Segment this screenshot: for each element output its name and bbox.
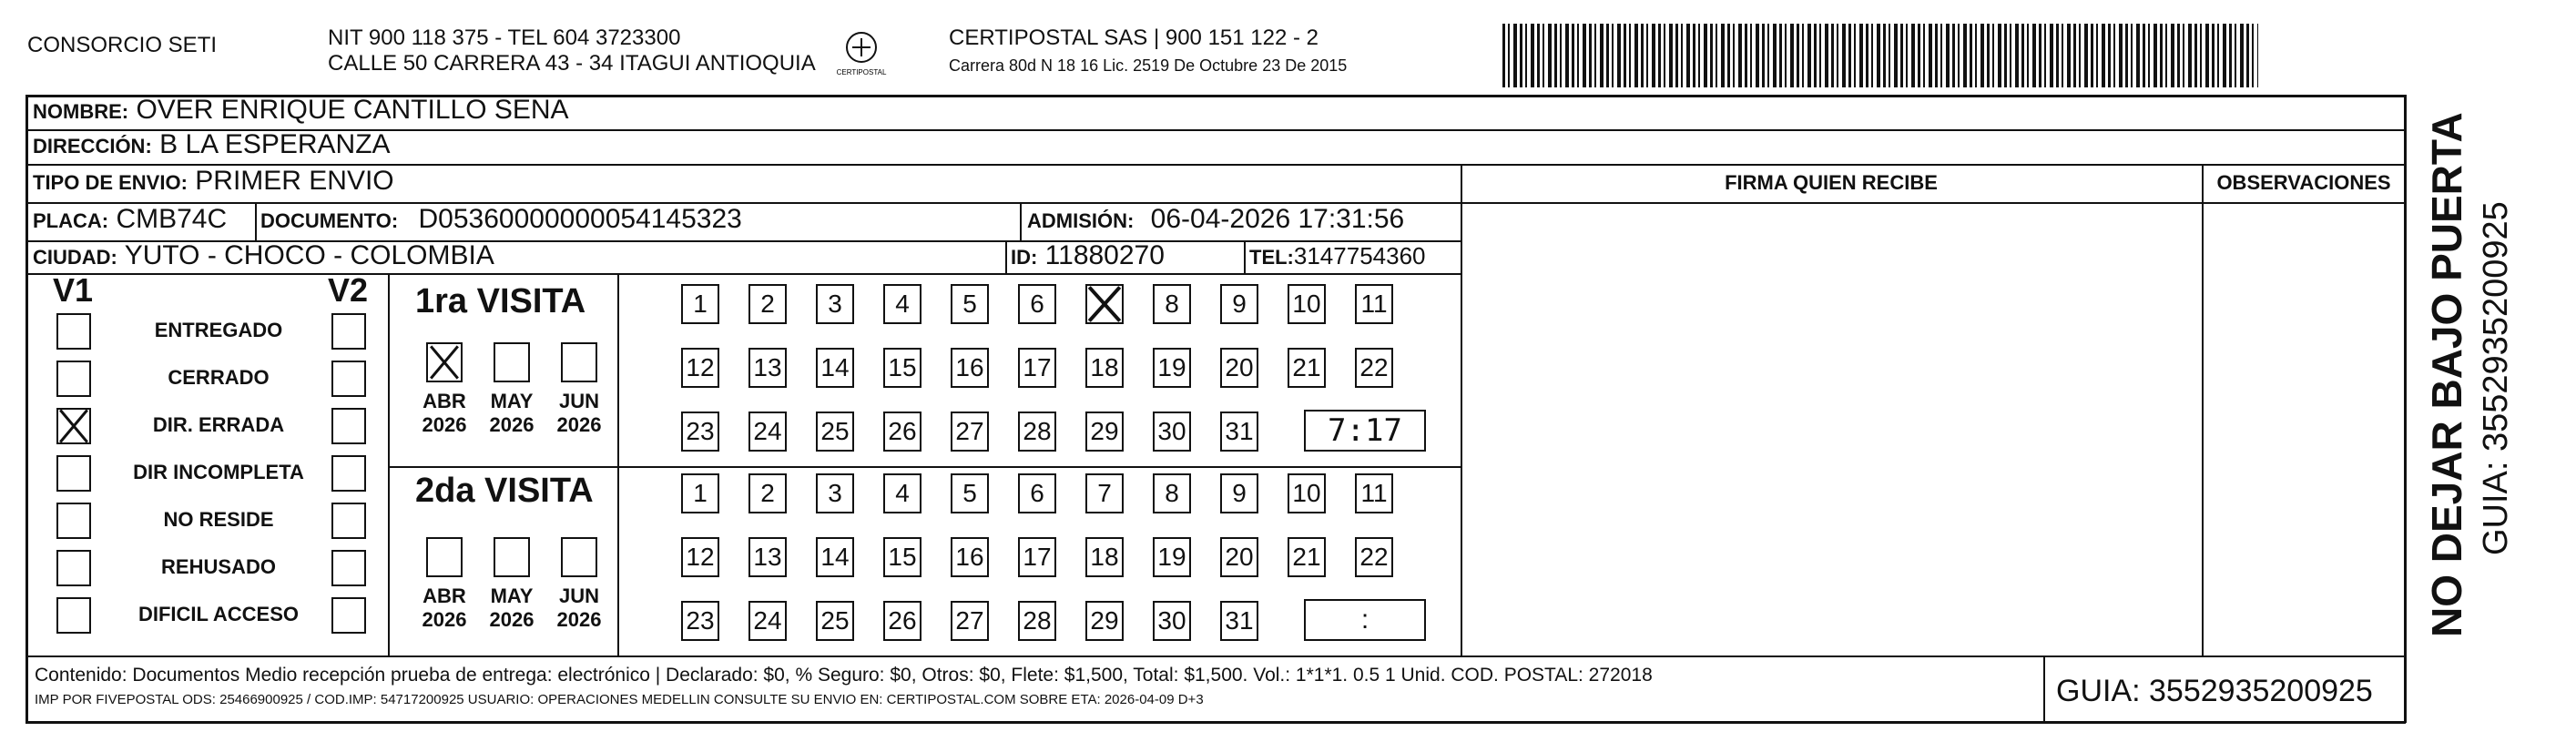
visit1-month-checkbox-may[interactable] — [494, 342, 530, 382]
visit1-day-11[interactable]: 11 — [1355, 284, 1393, 324]
direccion-value: B LA ESPERANZA — [159, 129, 391, 159]
visit2-month-label-abr: ABR — [423, 584, 466, 607]
visit2-day-22[interactable]: 22 — [1355, 537, 1393, 577]
visit2-day-11[interactable]: 11 — [1355, 473, 1393, 513]
tel-value: 3147754360 — [1293, 242, 1426, 269]
visit2-day-25[interactable]: 25 — [816, 601, 854, 641]
rule-visit-left — [617, 273, 619, 655]
v2-label: V2 — [328, 271, 369, 309]
nit-line: NIT 900 118 375 - TEL 604 3723300 — [328, 25, 681, 50]
v1-checkbox-dir-incompleta[interactable] — [56, 455, 91, 492]
visit2-day-7[interactable]: 7 — [1085, 473, 1124, 513]
visit1-day-28[interactable]: 28 — [1018, 412, 1056, 452]
visit1-month-year-abr: 2026 — [422, 413, 467, 436]
visit2-day-27[interactable]: 27 — [951, 601, 989, 641]
visit1-day-1[interactable]: 1 — [681, 284, 719, 324]
visit1-month-label-may: MAY — [490, 390, 534, 412]
visit2-month-checkbox-jun[interactable] — [561, 537, 597, 577]
direccion-row — [33, 129, 391, 160]
visit1-day-18[interactable]: 18 — [1085, 348, 1124, 388]
contenido-text: Contenido: Documentos Medio recepción prueba de entrega: electrónico | Declarado: $0, % Seguro: $0, Otros: $0, Flete: $1,500, Total: $1,500. Vol.: 1*1*1. 0.5 1 Unid. COD. POSTAL: 272018 — [35, 665, 1653, 686]
v1-checkbox-rehusado[interactable] — [56, 550, 91, 586]
visit2-day-20[interactable]: 20 — [1220, 537, 1258, 577]
visit2-day-8[interactable]: 8 — [1153, 473, 1191, 513]
visit2-day-23[interactable]: 23 — [681, 601, 719, 641]
rule-visit-split — [390, 466, 1461, 468]
visit1-day-31[interactable]: 31 — [1220, 412, 1258, 452]
v2-checkbox-rehusado[interactable] — [331, 550, 366, 586]
tipo-value: PRIMER ENVIO — [195, 166, 394, 196]
visit1-month-label-jun: JUN — [558, 390, 599, 412]
placa-label: PLACA: — [33, 209, 109, 232]
id-label: ID: — [1011, 246, 1038, 269]
visit1-day-8[interactable]: 8 — [1153, 284, 1191, 324]
v2-checkbox-cerrado[interactable] — [331, 361, 366, 397]
rule-firma-left — [1461, 164, 1462, 655]
visit2-day-21[interactable]: 21 — [1288, 537, 1326, 577]
tipo-label: TIPO DE ENVIO: — [33, 171, 188, 194]
id-value: 11880270 — [1044, 240, 1165, 270]
imp-text: IMP POR FIVEPOSTAL ODS: 25466900925 / COD.IMP: 54717200925 USUARIO: OPERACIONES MEDELLIN CONSULTE SU ENVIO EN: CERTIPOSTAL.COM SOBRE ETA: 2026-04-09 D+3 — [35, 692, 1204, 707]
svg-text:CERTIPOSTAL: CERTIPOSTAL — [836, 68, 887, 76]
nombre-row — [33, 95, 569, 126]
documento-value: D05360000000054145323 — [418, 204, 742, 234]
visit2-day-24[interactable]: 24 — [748, 601, 787, 641]
visit1-day-12[interactable]: 12 — [681, 348, 719, 388]
visit2-day-4[interactable]: 4 — [883, 473, 921, 513]
rule-5 — [25, 273, 1461, 275]
rule-footer-guia — [2043, 655, 2045, 721]
visit1-day-23[interactable]: 23 — [681, 412, 719, 452]
rule-admision — [1020, 202, 1022, 240]
visit1-month-year-may: 2026 — [489, 413, 535, 436]
rule-tel — [1244, 240, 1246, 273]
rule-placa — [255, 202, 257, 240]
v2-checkbox-dificil-acceso[interactable] — [331, 597, 366, 634]
visit1-day-25[interactable]: 25 — [816, 412, 854, 452]
visit1-day-4[interactable]: 4 — [883, 284, 921, 324]
visit2-day-18[interactable]: 18 — [1085, 537, 1124, 577]
visit1-month-year-jun: 2026 — [556, 413, 602, 436]
visit2-title: 2da VISITA — [415, 472, 594, 510]
visit2-day-12[interactable]: 12 — [681, 537, 719, 577]
tel-label: TEL: — [1249, 246, 1294, 269]
visit2-month-checkbox-may[interactable] — [494, 537, 530, 577]
admision-row — [1027, 204, 1404, 235]
visit2-day-5[interactable]: 5 — [951, 473, 989, 513]
frame-right — [2404, 95, 2407, 723]
visit1-time[interactable]: 7:17 — [1304, 410, 1426, 452]
address-line: CALLE 50 CARRERA 43 - 34 ITAGUI ANTIOQUIA — [328, 51, 816, 76]
rule-obs-left — [2202, 164, 2204, 655]
visit2-day-10[interactable]: 10 — [1288, 473, 1326, 513]
visit2-day-15[interactable]: 15 — [883, 537, 921, 577]
visit2-month-label-jun: JUN — [558, 584, 599, 607]
ciudad-value: YUTO - CHOCO - COLOMBIA — [124, 240, 494, 270]
no-dejar-bajo-puerta: NO DEJAR BAJO PUERTA — [2423, 112, 2470, 637]
tel-row — [1249, 242, 1426, 270]
visit2-day-13[interactable]: 13 — [748, 537, 787, 577]
visit2-day-19[interactable]: 19 — [1153, 537, 1191, 577]
rule-firma-head — [1461, 202, 2406, 204]
visit2-day-3[interactable]: 3 — [816, 473, 854, 513]
admision-value: 06-04-2026 17:31:56 — [1150, 204, 1405, 234]
visit1-day-22[interactable]: 22 — [1355, 348, 1393, 388]
visit2-time[interactable]: : — [1304, 599, 1426, 641]
tipo-row — [33, 166, 394, 197]
status-label-no-reside: NO RESIDE — [163, 508, 274, 531]
barcode — [1502, 24, 2258, 87]
visit2-day-29[interactable]: 29 — [1085, 601, 1124, 641]
visit2-day-17[interactable]: 17 — [1018, 537, 1056, 577]
visit2-month-year-abr: 2026 — [422, 608, 467, 631]
ciudad-label: CIUDAD: — [33, 246, 117, 269]
status-label-entregado: ENTREGADO — [154, 319, 283, 341]
status-label-rehusado: REHUSADO — [161, 555, 276, 578]
visit1-day-19[interactable]: 19 — [1153, 348, 1191, 388]
visit2-day-26[interactable]: 26 — [883, 601, 921, 641]
documento-row — [260, 204, 742, 235]
visit1-day-3[interactable]: 3 — [816, 284, 854, 324]
carrier-sub: Carrera 80d N 18 16 Lic. 2519 De Octubre 23 De 2015 — [949, 56, 1348, 75]
visit1-month-checkbox-jun[interactable] — [561, 342, 597, 382]
visit1-day-9[interactable]: 9 — [1220, 284, 1258, 324]
status-label-dir-errada: DIR. ERRADA — [152, 413, 285, 436]
v2-checkbox-dir-incompleta[interactable] — [331, 455, 366, 492]
id-row — [1011, 240, 1165, 271]
company-name: CONSORCIO SETI — [27, 33, 218, 57]
visit1-day-16[interactable]: 16 — [951, 348, 989, 388]
v1-label: V1 — [53, 271, 94, 309]
visit2-day-1[interactable]: 1 — [681, 473, 719, 513]
admision-label: ADMISIÓN: — [1027, 209, 1135, 232]
ciudad-row — [33, 240, 494, 271]
visit1-month-checkbox-abr[interactable] — [426, 342, 463, 382]
visit1-day-15[interactable]: 15 — [883, 348, 921, 388]
visit1-day-5[interactable]: 5 — [951, 284, 989, 324]
visit2-day-28[interactable]: 28 — [1018, 601, 1056, 641]
v1-checkbox-entregado[interactable] — [56, 313, 91, 350]
visit1-day-30[interactable]: 30 — [1153, 412, 1191, 452]
visit1-day-10[interactable]: 10 — [1288, 284, 1326, 324]
status-label-dir-incompleta: DIR INCOMPLETA — [133, 461, 304, 483]
visit1-day-6[interactable]: 6 — [1018, 284, 1056, 324]
status-label-cerrado: CERRADO — [168, 366, 270, 389]
visit2-month-year-may: 2026 — [489, 608, 535, 631]
visit1-day-26[interactable]: 26 — [883, 412, 921, 452]
visit1-day-21[interactable]: 21 — [1288, 348, 1326, 388]
visit1-day-17[interactable]: 17 — [1018, 348, 1056, 388]
v1-checkbox-no-reside[interactable] — [56, 503, 91, 539]
rule-footer — [25, 655, 2406, 657]
visit1-day-7[interactable] — [1085, 284, 1124, 324]
v1-checkbox-cerrado[interactable] — [56, 361, 91, 397]
v2-checkbox-no-reside[interactable] — [331, 503, 366, 539]
rule-status-right — [388, 273, 390, 655]
visit1-day-2[interactable]: 2 — [748, 284, 787, 324]
v1-checkbox-dificil-acceso[interactable] — [56, 597, 91, 634]
visit2-day-14[interactable]: 14 — [816, 537, 854, 577]
placa-value: CMB74C — [116, 204, 228, 234]
visit2-month-label-may: MAY — [490, 584, 534, 607]
visit2-day-2[interactable]: 2 — [748, 473, 787, 513]
visit1-day-27[interactable]: 27 — [951, 412, 989, 452]
frame-bottom — [25, 721, 2406, 724]
certipostal-logo — [836, 27, 887, 78]
carrier-line: CERTIPOSTAL SAS | 900 151 122 - 2 — [949, 25, 1319, 50]
observaciones-header: OBSERVACIONES — [2216, 171, 2391, 194]
footer-guia: GUIA: 3552935200925 — [2056, 674, 2373, 708]
direccion-label: DIRECCIÓN: — [33, 135, 152, 158]
visit1-month-label-abr: ABR — [423, 390, 466, 412]
v1-checkbox-dir-errada[interactable] — [56, 408, 91, 444]
visit1-day-13[interactable]: 13 — [748, 348, 787, 388]
visit2-day-31[interactable]: 31 — [1220, 601, 1258, 641]
visit2-day-30[interactable]: 30 — [1153, 601, 1191, 641]
firma-header: FIRMA QUIEN RECIBE — [1725, 171, 1938, 194]
documento-label: DOCUMENTO: — [260, 209, 399, 232]
visit2-month-checkbox-abr[interactable] — [426, 537, 463, 577]
visit1-day-24[interactable]: 24 — [748, 412, 787, 452]
visit2-day-16[interactable]: 16 — [951, 537, 989, 577]
status-label-dificil-acceso: DIFICIL ACCESO — [137, 603, 299, 625]
visit2-day-6[interactable]: 6 — [1018, 473, 1056, 513]
frame-left — [25, 95, 28, 723]
rule-id — [1005, 240, 1007, 273]
visit2-day-9[interactable]: 9 — [1220, 473, 1258, 513]
side-guia: GUIA: 3552935200925 — [2477, 201, 2515, 555]
v2-checkbox-dir-errada[interactable] — [331, 408, 366, 444]
visit2-month-year-jun: 2026 — [556, 608, 602, 631]
nombre-value: OVER ENRIQUE CANTILLO SENA — [136, 95, 569, 125]
placa-row — [33, 204, 227, 235]
nombre-label: NOMBRE: — [33, 100, 129, 123]
visit1-day-20[interactable]: 20 — [1220, 348, 1258, 388]
visit1-title: 1ra VISITA — [415, 282, 586, 320]
visit1-day-29[interactable]: 29 — [1085, 412, 1124, 452]
visit1-day-14[interactable]: 14 — [816, 348, 854, 388]
v2-checkbox-entregado[interactable] — [331, 313, 366, 350]
